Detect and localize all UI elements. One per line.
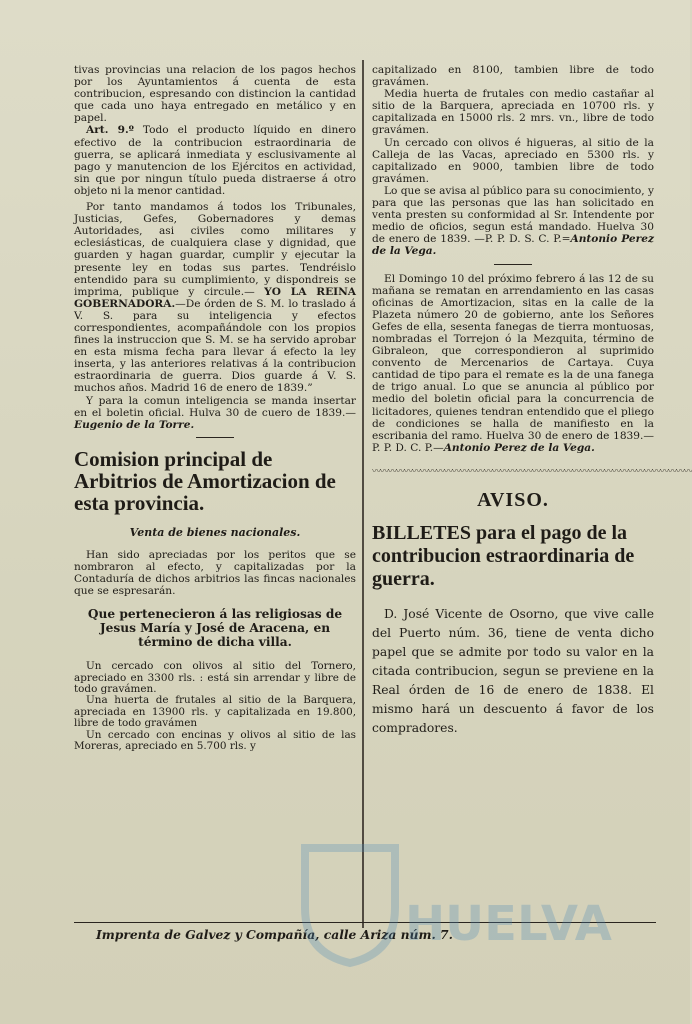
article-9-label: Art. 9.º [86,124,134,137]
column-divider [362,60,364,928]
paragraph-el-domingo [372,273,654,454]
watermark-text: HUELVA [405,896,612,952]
avisa-text: Lo que se avisa al público para su conocimiento, y para que las personas que las han solicitado en venta presten su conformidad al Sr. Intendente por medio de oficios, segun está mandado. Huelva 30 de enero de 1839. —P. P. D. S. C. P.= [372,184,655,246]
osorno-notice [372,605,654,738]
paragraph-provincias: tivas provincias una relacion de los pagos hechos por los Ayuntamientos á cuenta de esta contribucion, espresando con distincion la cantidad que cada uno haya entregado en metálico y en papel. [74,64,356,125]
ornamental-rule: 〰〰〰〰〰〰〰〰〰〰〰〰〰〰〰〰〰〰〰〰〰〰〰〰〰〰〰〰〰〰〰〰〰〰〰〰〰〰〰〰 [372,466,692,477]
short-rule [494,264,532,265]
billetes-heading: BILLETES para el pago de la contribucion estraordinaria de guerra. [372,521,635,590]
list-item: Un cercado con olivos al sitio del Tornero, apreciado en 3300 rls. : está sin arrendar y libre de todo gravámen. [74,660,356,695]
por-tanto-text: Por tanto mandamos á todos los Tribunales, Justicias, Gefes, Gobernadores y demas Autoridades, asi civiles como militares y eclesiásticas, de cualquiera clase y dignidad, que guarden y hagan guardar, cumplir y ejecutar la presente ley en todas sus partes. Tendréislo entendido para su cumplimiento, y dispondreis se imprima, publique y circule.— [74,201,356,298]
venta-heading: Venta de bienes nacionales. [129,525,301,539]
short-rule [196,437,234,438]
paragraph-cercado-olivos: Un cercado con olivos é higueras, al sitio de la Calleja de las Vacas, apreciado en 5300 rls. y capitalizado en 9000, tambien libre de todo gravámen. [372,136,654,185]
paragraph-lo-que-se-avisa [372,185,654,258]
paragraph-comun [74,395,356,431]
comun-signature: Eugenio de la Torre. [74,418,195,431]
article-9 [74,124,356,197]
comun-text: Y para la comun inteligencia se manda insertar en el boletin oficial. Hulva 30 de cuero de 1839.— [74,394,356,419]
footer-rule [74,922,656,923]
comision-heading: Comision principal de Arbitrios de Amortizacion de esta provincia. [74,446,336,515]
printer-imprint: Imprenta de Galvez y Compañía, calle Ariza núm. 7. [96,927,453,942]
list-item: Un cercado con encinas y olivos al sitio de las Moreras, apreciado en 5.700 rls. y [74,728,356,753]
domingo-signature: Antonio Perez de la Vega. [443,441,595,454]
pertenecieron-heading: Que pertenecieron á las religiosas de Jesus María y José de Aracena, en término de dicha villa. [87,607,343,650]
article-9-text: Todo el producto líquido en dinero efectivo de la contribucion estraordinaria de guerra, se aplicará inmediata y esclusivamente al pago y manutencion de los Ejércitos en actividad, sin que por ningun título pueda distraerse á otro objeto ni la menor cantidad. [74,124,356,197]
paragraph-capitalizado: capitalizado en 8100, tambien libre de todo gravámen. [372,64,654,89]
shield-icon [295,838,405,968]
reina-rest-text: —De órden de S. M. lo traslado á V. S. para su inteligencia y efectos correspondientes, acompañándole con los propios fines la instruccion que S. M. se ha servido aprobar en esta misma fecha para llevar á efecto la ley inserta, y las anteriores relativas á la contribucion estraordinaria de guerra. Dios guarde á V. S. muchos años. Madrid 16 de enero de 1839.” [74,297,356,395]
avisa-signature: Antonio Perez de la Vega. [372,233,654,258]
right-column [372,64,692,738]
paragraph-osorno: D. José Vicente de Osorno, que vive calle del Puerto núm. 36, tiene de venta dicho papel que se admite por todo su valor en la citada contribucion, segun se previene en la Real órden de 16 de enero de 1838. El mismo hará un descuento á favor de los compradores. [372,606,654,735]
domingo-text: El Domingo 10 del próximo febrero á las 12 de su mañana se rematan en arrendamiento en las casas oficinas de Amortizacion, sitas en la calle de la Plazeta número 20 de gobierno, ante los Señores Gefes de ella, sesenta fanegas de tierra montuosas, nombradas el Torrejon ó la Mezquita, término de Gibraleon, que correspondieron al suprimido convento de Mercenarios de Cartaya. Cuya cantidad de tipo para el remate es la de una fanega de trigo anual. Lo que se anuncia al público por medio del boletin oficial para la concurrencia de licitadores, quienes tendran entendido que el pliego de condiciones se halla de manifiesto en la escribania del ramo. Huelva 30 de enero de 1839.—P. P. D. C. P.— [372,272,654,454]
property-list [74,661,356,752]
paragraph-media-huerta: Media huerta de frutales con medio castañar al sitio de la Barquera, apreciada en 10700 rls. y capitalizada en 15000 rls. 2 mrs. vn., libre de todo gravámen. [372,88,654,137]
aviso-heading: AVISO. [477,488,549,511]
left-column [74,64,356,752]
paragraph-han-sido: Han sido apreciadas por los peritos que se nombraron al efecto, y capitalizadas por la Contaduría de dichos arbitrios las fincas nacionales que se espresarán. [74,548,356,598]
list-item: Una huerta de frutales al sitio de la Barquera, apreciada en 13900 rls. y capitalizada en 19.800, libre de todo gravámen [74,694,356,730]
paragraph-por-tanto [74,201,356,395]
archive-watermark [295,838,665,968]
reina-gobernadora: YO LA REINA GOBERNADORA. [74,285,356,310]
